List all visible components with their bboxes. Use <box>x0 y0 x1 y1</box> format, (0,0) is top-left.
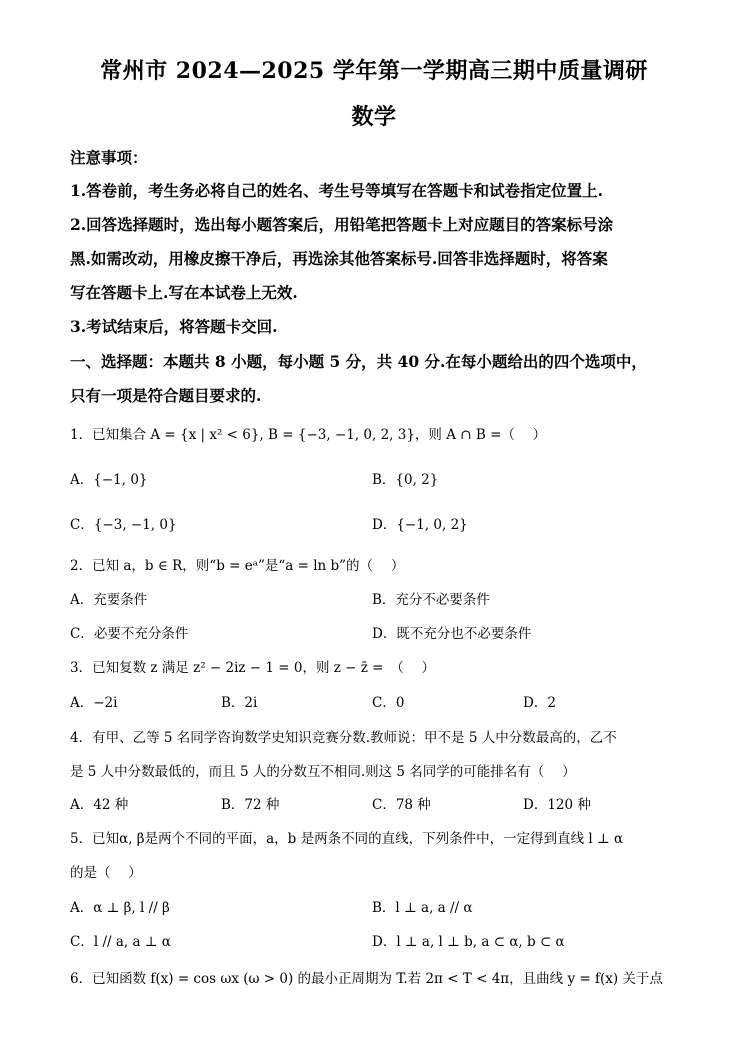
question-2-option-c: C．必要不充分条件 <box>70 626 189 642</box>
question-4-option-d: D．120 种 <box>523 797 591 813</box>
question-4-option-b: B．72 种 <box>221 797 280 813</box>
question-2-option-a: A．充要条件 <box>70 592 148 608</box>
section-heading-line-2: 只有一项是符合题目要求的. <box>70 386 262 405</box>
question-1-option-b: B．{0, 2} <box>372 472 439 488</box>
question-3-stem: 3．已知复数 z 满足 z² − 2iz − 1 = 0，则 z − z̄ = （ ） <box>70 660 436 676</box>
section-heading-line-1: 一、选择题：本题共 8 小题，每小题 5 分，共 40 分.在每小题给出的四个选项中， <box>70 352 647 371</box>
question-3-option-c: C．0 <box>372 695 405 711</box>
notice-item-2-line-3: 写在答题卡上.写在本试卷上无效. <box>70 283 298 302</box>
notice-heading: 注意事项： <box>70 148 148 167</box>
subject-title: 数学 <box>351 104 397 130</box>
question-5-option-d: D．l ⊥ a, l ⊥ b, a ⊂ α, b ⊂ α <box>372 934 565 950</box>
question-5-stem-line-2: 的是（ ） <box>70 865 142 881</box>
question-5-stem-line-1: 5．已知α, β是两个不同的平面，a，b 是两条不同的直线，下列条件中，一定得到直线 l ⊥ α <box>70 831 624 847</box>
question-2-option-d: D．既不充分也不必要条件 <box>372 626 532 642</box>
question-6-stem: 6．已知函数 f(x) = cos ωx (ω > 0) 的最小正周期为 T.若 2π < T < 4π，且曲线 y = f(x) 关于点 <box>70 971 663 987</box>
question-5-option-b: B．l ⊥ a, a // α <box>372 900 473 916</box>
exam-title: 常州市 2024—2025 学年第一学期高三期中质量调研 <box>100 58 648 84</box>
question-3-option-a: A．−2i <box>70 695 118 711</box>
question-4-stem-line-2: 是 5 人中分数最低的，而且 5 人的分数互不相同.则这 5 名同学的可能排名有（ ） <box>70 764 576 780</box>
notice-item-3: 3.考试结束后，将答题卡交回. <box>70 317 278 336</box>
question-1-option-d: D．{−1, 0, 2} <box>372 517 468 533</box>
notice-item-2-line-2: 黑.如需改动，用橡皮擦干净后，再选涂其他答案标号.回答非选择题时，将答案 <box>70 249 608 268</box>
notice-item-2-line-1: 2.回答选择题时，选出每小题答案后，用铅笔把答题卡上对应题目的答案标号涂 <box>70 215 614 234</box>
question-4-option-a: A．42 种 <box>70 797 129 813</box>
question-1-stem: 1．已知集合 A = {x | x² < 6}, B = {−3, −1, 0, 2, 3}，则 A ∩ B =（ ） <box>70 427 547 443</box>
question-4-option-c: C．78 种 <box>372 797 431 813</box>
question-3-option-d: D．2 <box>523 695 556 711</box>
question-2-stem: 2．已知 a，b ∈ R，则“b = eᵃ”是“a = ln b”的（ ） <box>70 558 405 574</box>
question-2-option-b: B．充分不必要条件 <box>372 592 490 608</box>
question-5-option-a: A．α ⊥ β, l // β <box>70 900 170 916</box>
question-1-option-a: A．{−1, 0} <box>70 472 148 488</box>
question-3-option-b: B．2i <box>221 695 258 711</box>
question-1-option-c: C．{−3, −1, 0} <box>70 517 177 533</box>
notice-item-1: 1.答卷前，考生务必将自己的姓名、考生号等填写在答题卡和试卷指定位置上. <box>70 181 604 200</box>
question-5-option-c: C．l // a, a ⊥ α <box>70 934 171 950</box>
question-4-stem-line-1: 4．有甲、乙等 5 名同学咨询数学史知识竞赛分数.教师说：甲不是 5 人中分数最高的，乙不 <box>70 730 617 746</box>
